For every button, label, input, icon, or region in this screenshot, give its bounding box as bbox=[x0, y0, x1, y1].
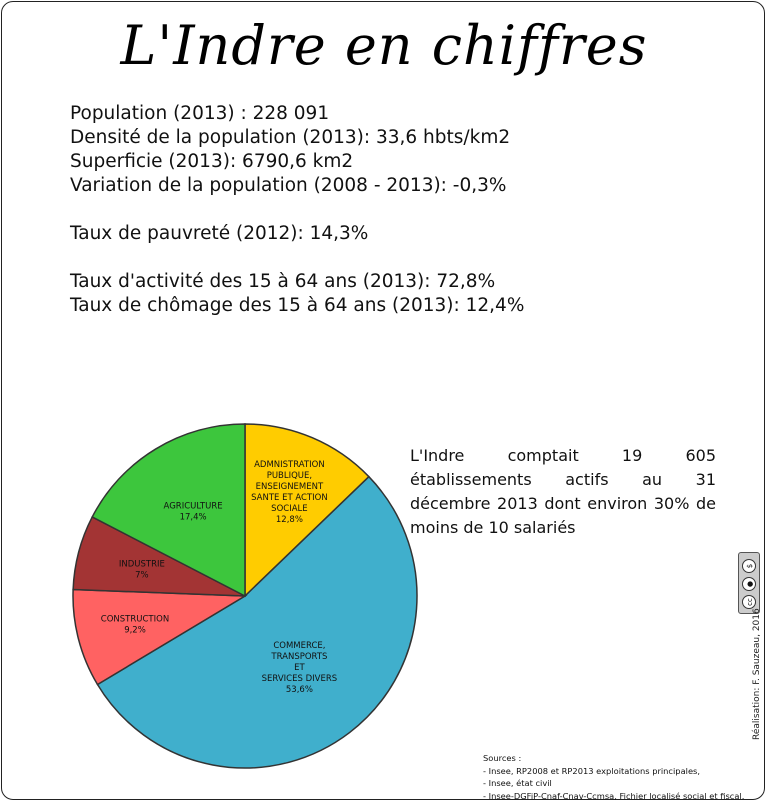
slice-category-label: CONSTRUCTION bbox=[100, 614, 170, 625]
slice-category-label: ET bbox=[294, 663, 305, 673]
stat-pauvrete: Taux de pauvreté (2012): 14,3% bbox=[70, 223, 369, 244]
stat-variation: Variation de la population (2008 - 2013): -0,3% bbox=[70, 175, 507, 196]
slice-category-label: ENSEIGNEMENT bbox=[255, 482, 324, 492]
slice-value-label: 53,6% bbox=[285, 685, 313, 695]
slice-category-label: PUBLIQUE, bbox=[266, 471, 313, 481]
slice-category-label: TRANSPORTS bbox=[271, 652, 328, 662]
slice-category-label: AGRICULTURE bbox=[163, 501, 223, 512]
stat-population: Population (2013) : 228 091 bbox=[70, 103, 330, 124]
source-item: - Insee, état civil bbox=[483, 778, 552, 788]
slice-category-label: SERVICES DIVERS bbox=[261, 674, 338, 684]
slice-value-label: 12,8% bbox=[275, 515, 303, 525]
by-icon: ● bbox=[742, 577, 756, 591]
nc-icon: $ bbox=[742, 559, 756, 573]
pie-slices bbox=[73, 424, 417, 768]
stat-densite: Densité de la population (2013): 33,6 hbts/km2 bbox=[70, 127, 511, 148]
establishments-note: L'Indre comptait 19 605 établissements actifs au 31 décembre 2013 dont environ 30% de moins de 10 salariés bbox=[410, 446, 716, 537]
stat-chomage: Taux de chômage des 15 à 64 ans (2013): 12,4% bbox=[70, 295, 525, 316]
stat-superficie: Superficie (2013): 6790,6 km2 bbox=[70, 151, 354, 172]
slice-value-label: 7% bbox=[135, 570, 149, 581]
sources-heading: Sources : bbox=[483, 753, 522, 763]
page-title: L'Indre en chiffres bbox=[120, 14, 648, 77]
license-badge bbox=[738, 552, 760, 614]
slice-category-label: COMMERCE, bbox=[273, 641, 326, 651]
slice-category-label: ADMNISTRATION bbox=[254, 460, 325, 470]
source-item: - Insee-DGFiP-Cnaf-Cnav-Ccmsa, Fichier localisé social et fiscal. bbox=[483, 790, 745, 801]
stat-activite: Taux d'activité des 15 à 64 ans (2013): 72,8% bbox=[70, 271, 496, 292]
slice-category-label: SANTE ET ACTION bbox=[251, 493, 328, 503]
slice-category-label: INDUSTRIE bbox=[118, 559, 165, 570]
source-item: - Insee, RP2008 et RP2013 exploitations principales, bbox=[483, 765, 701, 776]
cc-icon: cc bbox=[742, 595, 756, 609]
slice-value-label: 9,2% bbox=[124, 625, 146, 636]
slice-value-label: 17,4% bbox=[179, 512, 207, 523]
sources-block bbox=[483, 752, 744, 802]
credit-text: Réalisation: F. Sauzeau, 2016 bbox=[752, 608, 762, 740]
slice-category-label: SOCIALE bbox=[271, 504, 308, 514]
